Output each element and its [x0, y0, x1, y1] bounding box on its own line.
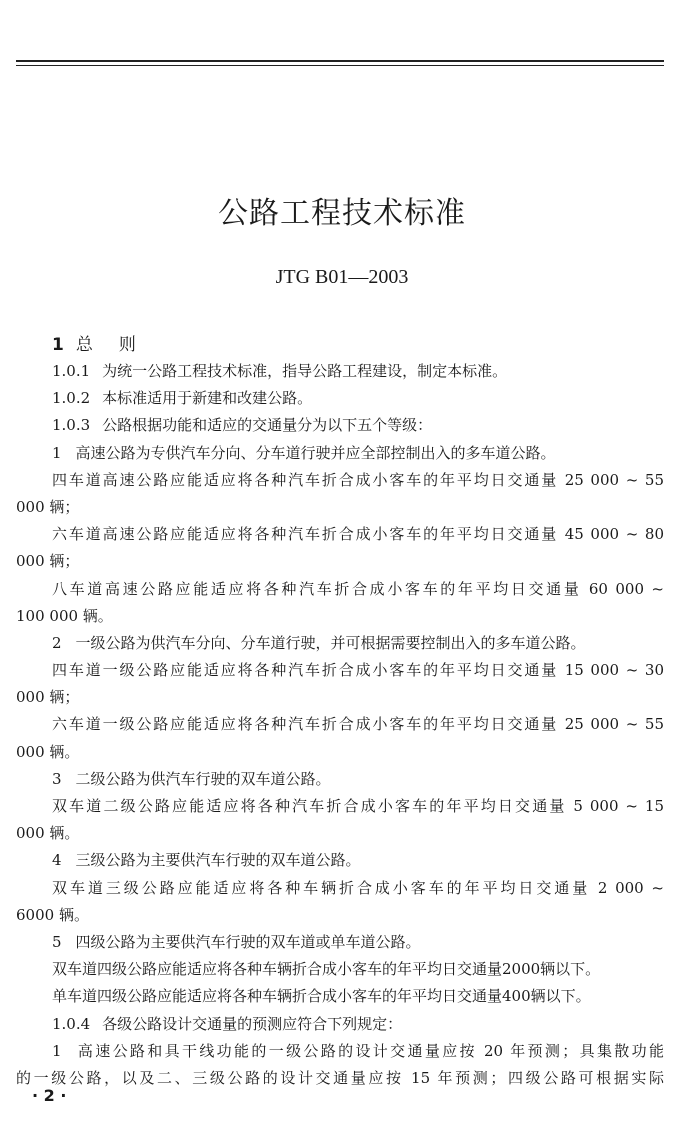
paragraph-line: 000 辆；	[16, 688, 80, 707]
section-1-0-1: 1.0.1 为统一公路工程技术标准，指导公路工程建设，制定本标准。	[52, 362, 508, 380]
item-4-third-class: 4 三级公路为主要供汽车行驶的双车道公路。	[52, 851, 361, 870]
paragraph-line: 双车道三级公路应能适应将各种车辆折合成小客车的年平均日交通量 2 000 ~	[52, 878, 664, 897]
paragraph-line: 000 辆；	[16, 497, 80, 516]
paragraph-line: 的一级公路，以及二、三级公路的设计交通量应按 15 年预测；四级公路可根据实际	[16, 1068, 664, 1087]
item-1-traffic-forecast: 1 高速公路和具干线功能的一级公路的设计交通量应按 20 年预测；具集散功能	[52, 1041, 664, 1060]
paragraph-line: 100 000 辆。	[16, 606, 113, 625]
document-body	[16, 358, 664, 1092]
paragraph-line: 八车道高速公路应能适应将各种汽车折合成小客车的年平均日交通量 60 000 ~	[52, 579, 664, 598]
item-3-second-class: 3 二级公路为供汽车行驶的双车道公路。	[52, 769, 331, 788]
section-1-0-3: 1.0.3 公路根据功能和适应的交通量分为以下五个等级：	[52, 416, 433, 435]
header-rule-thick	[16, 60, 664, 62]
page-number: · 2 ·	[32, 1086, 67, 1105]
paragraph-line: 双车道四级公路应能适应将各种车辆折合成小客车的年平均日交通量2000辆以下。	[52, 960, 601, 979]
paragraph-line: 单车道四级公路应能适应将各种车辆折合成小客车的年平均日交通量400辆以下。	[52, 987, 591, 1006]
section-1-0-2: 1.0.2 本标准适用于新建和改建公路。	[52, 389, 313, 408]
paragraph-line: 双车道二级公路应能适应将各种汽车折合成小客车的年平均日交通量 5 000 ~ 15	[52, 797, 664, 815]
document-title: 公路工程技术标准	[218, 196, 466, 231]
section-1-0-4: 1.0.4 各级公路设计交通量的预测应符合下列规定：	[52, 1014, 403, 1033]
paragraph-line: 000 辆。	[16, 824, 80, 843]
item-5-fourth-class: 5 四级公路为主要供汽车行驶的双车道或单车道公路。	[52, 932, 421, 951]
standard-code: JTG B01—2003	[275, 266, 409, 288]
chapter-heading	[52, 330, 162, 355]
chapter-number: 1	[52, 335, 64, 355]
header-rule-thin	[16, 65, 664, 66]
paragraph-line: 6000 辆。	[16, 905, 89, 924]
item-2-first-class: 2 一级公路为供汽车分向、分车道行驶，并可根据需要控制出入的多车道公路。	[52, 633, 586, 652]
item-1-expressway: 1 高速公路为专供汽车分向、分车道行驶并应全部控制出入的多车道公路。	[52, 443, 556, 462]
paragraph-line: 四车道高速公路应能适应将各种汽车折合成小客车的年平均日交通量 25 000 ~ 55	[52, 470, 664, 489]
chapter-title: 总则	[75, 335, 162, 355]
paragraph-line: 六车道高速公路应能适应将各种汽车折合成小客车的年平均日交通量 45 000 ~ 80	[52, 525, 664, 544]
paragraph-line: 000 辆。	[16, 742, 80, 761]
paragraph-line: 六车道一级公路应能适应将各种汽车折合成小客车的年平均日交通量 25 000 ~ 55	[52, 715, 664, 734]
paragraph-line: 000 辆；	[16, 552, 80, 571]
paragraph-line: 四车道一级公路应能适应将各种汽车折合成小客车的年平均日交通量 15 000 ~ 30	[52, 661, 664, 680]
